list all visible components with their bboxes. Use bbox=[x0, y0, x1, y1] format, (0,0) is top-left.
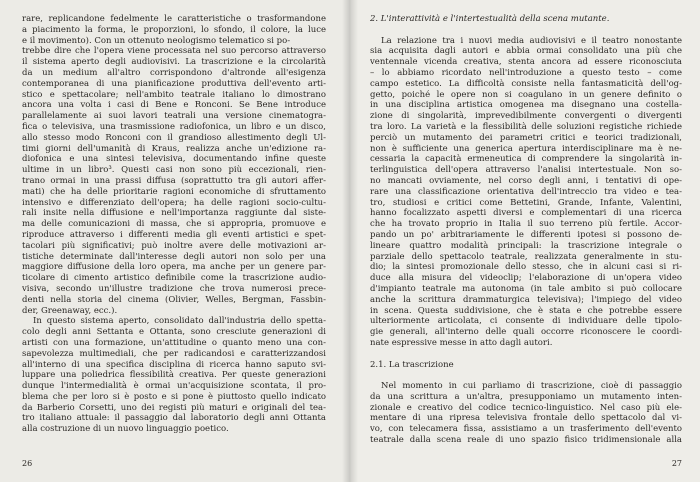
text-line: visiva, secondo un'illustre tradizione che trova numerosi prece- bbox=[22, 283, 326, 294]
text-line: che ha trovato proprio in Italia il suo terreno più fertile. Accor- bbox=[370, 219, 682, 230]
text-line: nate espressive messe in atto dagli autori. bbox=[370, 337, 553, 348]
text-line: parallelamente ai suoi lavori teatrali una versione cinematogra- bbox=[22, 111, 326, 122]
text-line: lineare quattro modalità principali: la trascrizione integrale o bbox=[370, 240, 682, 251]
text-line: rare, replicandone fedelmente le caratteristiche o trasformandone bbox=[22, 14, 326, 24]
text-line: rali insite nella diffusione e nell'importanza raggiunte dal siste- bbox=[22, 208, 326, 219]
text-line: tacolari più significativi; può inoltre avere delle motivazioni ar- bbox=[22, 240, 326, 251]
text-line: – lo abbiamo ricordato nell'introduzione a questo testo – come bbox=[370, 67, 682, 78]
text-line: colo degli anni Settanta e Ottanta, sono cresciute generazioni di bbox=[22, 327, 326, 338]
text-line: ventennale vicenda creativa, stenta ancora ad essere riconosciuta bbox=[370, 57, 682, 68]
text-line: anche la scrittura drammaturgica televisiva); l'impiego del video bbox=[370, 294, 682, 305]
text-line: tistiche determinate dall'interesse degli autori non solo per una bbox=[22, 251, 326, 262]
text-line: Nel momento in cui parliamo di trascrizione, cioè di passaggio bbox=[381, 381, 682, 392]
text-line: no mancati ovviamente, nel corso degli anni, i tentativi di ope- bbox=[370, 175, 682, 186]
book-gutter bbox=[342, 0, 358, 482]
text-line: stico e spettacolare; nell'ambito teatrale italiano lo dimostrano bbox=[22, 89, 326, 100]
text-line: der, Greenaway, ecc.). bbox=[22, 305, 118, 316]
text-line: e il movimento). Con un ottenuto neologismo telematico si po- bbox=[22, 35, 291, 46]
spacer bbox=[370, 370, 682, 381]
left-page-number: 26 bbox=[22, 459, 33, 468]
text-line: maggiore diffusione della loro opera, ma anche per un genere par- bbox=[22, 262, 326, 273]
text-line: zione di singolarità, imprevedibilmente convergenti o divergenti bbox=[370, 111, 682, 122]
text-line: ma delle comunicazioni di massa, che si appropria, promuove e bbox=[22, 219, 326, 230]
text-line: campo estetico. La difficoltà consiste nella fantasmaticità dell'og- bbox=[370, 78, 682, 89]
text-line: timi giorni dell'umanità di Kraus, realizza anche un'edizione ra- bbox=[22, 143, 326, 154]
text-line: tro italiano attuale: il passaggio dal laboratorio degli anni Ottanta bbox=[22, 413, 326, 424]
text-line: diofonica e una sintesi televisiva, documentando infine queste bbox=[22, 154, 326, 165]
text-line: parziale dello spettacolo teatrale, realizzata generalmente in stu- bbox=[370, 251, 682, 262]
text-line: dunque l'intermedialità è ormai un'acquisizione scontata, il pro- bbox=[22, 381, 326, 392]
text-line: La relazione tra i nuovi media audiovisivi e il teatro nonostante bbox=[381, 35, 682, 46]
text-line: d'impianto teatrale ma autonoma (in tale ambito si può collocare bbox=[370, 283, 682, 294]
text-line: in una disciplina artistica omogenea ma disegnano una costella- bbox=[370, 100, 682, 111]
text-line: da Barberio Corsetti, uno dei registi più maturi e originali del tea- bbox=[22, 402, 326, 413]
text-line: il sistema aperto degli audiovisivi. La trascrizione e la circolarità bbox=[22, 57, 326, 68]
text-line: ticolare di cimento artistico definibile come la trascrizione audio- bbox=[22, 273, 326, 284]
text-line: tra loro. La varietà e la flessibilità delle soluzioni registiche richiede bbox=[370, 121, 682, 132]
section-heading: 2. L'interattività e l'intertestualità della scena mutante. bbox=[370, 14, 610, 24]
text-line: in scena. Questa suddivisione, che è stata e che potrebbe essere bbox=[370, 305, 682, 316]
left-page-text bbox=[22, 14, 326, 435]
text-line: duce alla misura del videoclip; l'elaborazione di un'opera video bbox=[370, 273, 682, 284]
text-line: pando un po' arbitrariamente le differenti ipotesi si possono de- bbox=[370, 229, 682, 240]
text-line: terlinguistica dell'opera attraverso l'analisi intertestuale. Non so- bbox=[370, 165, 682, 176]
spacer bbox=[370, 349, 682, 360]
text-line: ancora una volta i casi di Bene e Ronconi. Se Bene introduce bbox=[22, 100, 326, 111]
right-page-number: 27 bbox=[671, 459, 682, 468]
text-line: gie generali, all'interno delle quali occorre riconoscere le coordi- bbox=[370, 327, 682, 338]
text-line: zionale e creativo del codice tecnico-linguistico. Nel caso più ele- bbox=[370, 402, 682, 413]
text-line: luppare una poliedrica flessibilità creativa. Per queste generazioni bbox=[22, 370, 326, 381]
text-line: hanno focalizzato aspetti diversi e complementari di una ricerca bbox=[370, 208, 682, 219]
text-line: trebbe dire che l'opera viene processata nel suo percorso attraverso bbox=[22, 46, 326, 57]
right-page-text bbox=[370, 14, 682, 446]
text-line: contemporanea di una pianificazione produttiva dell'evento arti- bbox=[22, 78, 326, 89]
text-line: tro, studiosi e critici come Bettetini, Grande, Infante, Valentini, bbox=[370, 197, 682, 208]
text-line: trano ormai in una prassi diffusa (soprattutto tra gli autori affer- bbox=[22, 175, 326, 186]
text-line: rare una classificazione orientativa dell'intreccio tra video e tea- bbox=[370, 186, 682, 197]
text-line: ultime in un libro³. Questi casi non sono più eccezionali, rien- bbox=[22, 165, 326, 176]
text-line: mentare di una ripresa televisiva frontale dello spettacolo dal vi- bbox=[370, 413, 682, 424]
text-line: fica o televisiva, una trasmissione radiofonica, un libro e un disco, bbox=[22, 121, 326, 132]
text-line: denti nella storia del cinema (Olivier, Welles, Bergman, Fassbin- bbox=[22, 294, 326, 305]
text-line: sapevolezza multimediali, che per radicandosi e caratterizzandosi bbox=[22, 348, 326, 359]
text-line: ulteriormente articolata, ci consente di individuare delle tipolo- bbox=[370, 316, 682, 327]
text-line: artisti con una formazione, un'attitudine o quanto meno una con- bbox=[22, 337, 326, 348]
subsection-heading: 2.1. La trascrizione bbox=[370, 359, 454, 370]
text-line: sia acquisita dagli autori e abbia ormai consolidato una più che bbox=[370, 46, 682, 57]
text-line: riproduce attraverso i differenti media gli eventi artistici e spet- bbox=[22, 229, 326, 240]
text-line: teatrale dalla scena reale di uno spazio fisico tridimensionale alla bbox=[370, 435, 682, 446]
text-line: blema che per loro si è posto e si pone è piuttosto quello indicato bbox=[22, 391, 326, 402]
text-line: da un medium all'altro corrispondono d'altronde all'esigenza bbox=[22, 67, 326, 78]
text-line: mati) che ha delle prioritarie ragioni economiche di sfruttamento bbox=[22, 186, 326, 197]
text-line: alla costruzione di un nuovo linguaggio poetico. bbox=[22, 424, 229, 435]
text-line: In questo sistema aperto, consolidato dall'industria dello spetta- bbox=[33, 316, 326, 327]
text-line: a piacimento la forma, le proporzioni, lo sfondo, il colore, la luce bbox=[22, 24, 326, 35]
text-line: allo stesso modo Ronconi con il grandioso allestimento degli Ul- bbox=[22, 132, 326, 143]
text-line: cessaria la capacità ermeneutica di comprendere la singolarità in- bbox=[370, 154, 682, 165]
text-line: da una scrittura a un'altra, presupponiamo un mutamento inten- bbox=[370, 391, 682, 402]
text-line: perciò un mutamento dei parametri critici e teorici tradizionali, bbox=[370, 132, 682, 143]
text-line: non è sufficiente una generica apertura interdisciplinare ma è ne- bbox=[370, 143, 682, 154]
text-line: intensivo e differenziato dell'opera; ha delle ragioni socio-cultu- bbox=[22, 197, 326, 208]
text-line: getto, poiché le opere non si coagulano in un genere definito o bbox=[370, 89, 682, 100]
spacer bbox=[370, 25, 682, 36]
text-line: dio; la sintesi promozionale dello stesso, che in alcuni casi si ri- bbox=[370, 262, 682, 273]
text-line: vo, con telecamera fissa, assistiamo a un trasferimento dell'evento bbox=[370, 424, 682, 435]
right-page bbox=[350, 0, 700, 482]
text-line: all'interno di una specifica disciplina di ricerca hanno saputo svi- bbox=[22, 359, 326, 370]
